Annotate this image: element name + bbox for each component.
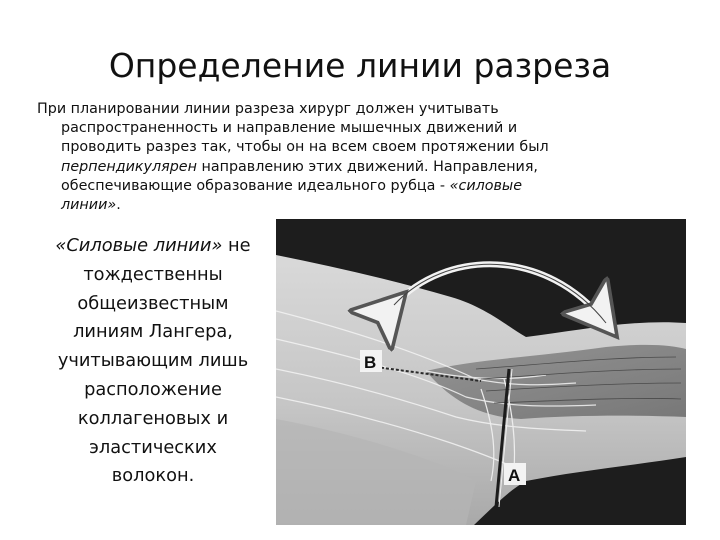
emphasis-perpendicular: перпендикулярен — [61, 158, 197, 175]
side-line-4: линиям Лангера, — [73, 321, 233, 343]
intro-paragraph — [37, 100, 677, 215]
paragraph-line-2: распространенность и направление мышечных движений и — [61, 120, 518, 137]
paragraph-line-4-rest: направлению этих движений. Направления, — [196, 158, 538, 175]
side-line-5: учитывающим лишь — [57, 350, 249, 372]
side-line-3: общеизвестным — [77, 292, 229, 314]
side-line-9: волокон. — [111, 465, 195, 487]
side-line-1-post: не — [222, 235, 251, 256]
side-line-8: эластических — [89, 436, 217, 458]
slide-title: Определение линии разреза — [108, 46, 612, 85]
paragraph-line-1: При планировании линии разреза хирург должен учитывать — [37, 101, 499, 117]
side-emphasis: «Силовые линии» — [55, 235, 223, 256]
paragraph-line-3: проводить разрез так, чтобы он на всем своем протяжении был — [61, 139, 549, 156]
paragraph-line-6 — [37, 196, 677, 215]
side-line-2: тождественны — [83, 263, 223, 285]
side-line-1 — [30, 232, 276, 261]
label-b: B — [364, 353, 377, 372]
emphasis-force-lines-end: линии» — [61, 197, 117, 214]
side-note — [30, 232, 276, 491]
paragraph-line-4 — [37, 158, 677, 177]
paragraph-line-6-post: . — [116, 197, 121, 214]
side-line-7: коллагеновых и — [77, 407, 229, 429]
label-a: A — [508, 466, 521, 485]
elbow-illustration — [276, 219, 686, 525]
emphasis-force-lines-start: «силовые — [449, 177, 523, 194]
elbow-drawing — [276, 219, 686, 525]
paragraph-line-5 — [37, 177, 677, 196]
paragraph-line-5-text: обеспечивающие образование идеального рубца - — [61, 177, 450, 194]
side-line-6: расположение — [84, 378, 222, 400]
